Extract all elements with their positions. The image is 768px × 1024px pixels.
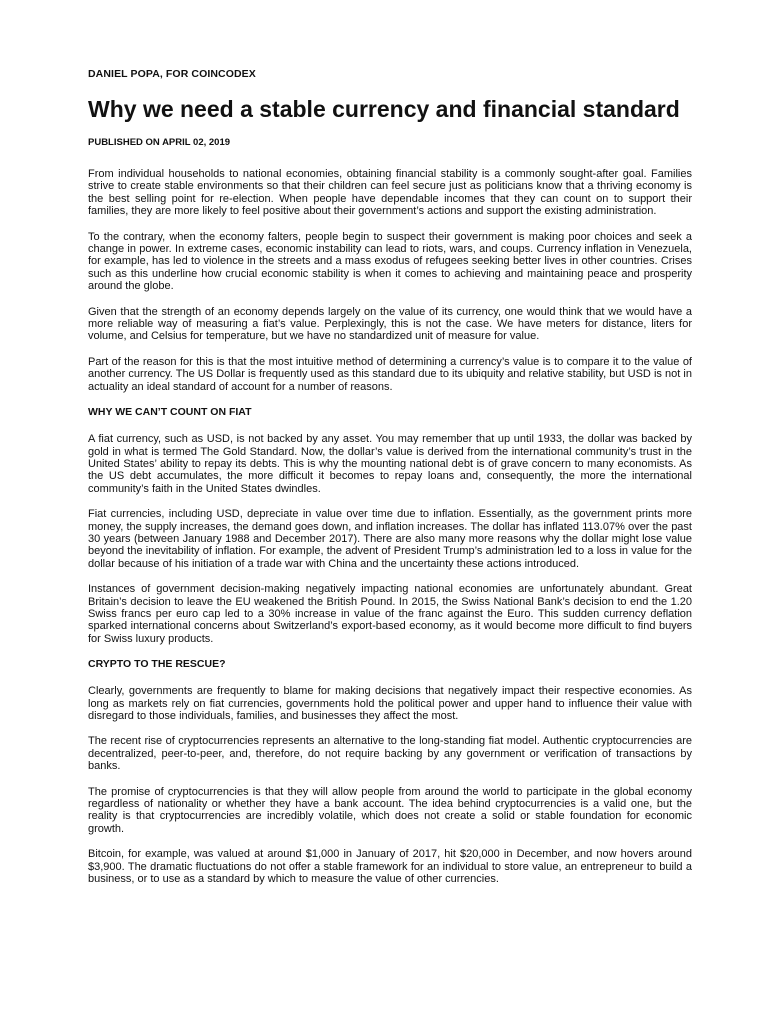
- section-heading: WHY WE CAN’T COUNT ON FIAT: [88, 406, 252, 419]
- paragraph: To the contrary, when the economy falters, people begin to suspect their government is making poor choices and seek a change in power. In extreme cases, economic instability can lead to riots, wars, and coups. Currency inflation in Venezuela, for example, has led to violence in the streets and a mass exodus of refugees seeking better lives in other countries. Crises such as this underline how crucial economic stability is when it comes to achieving and maintaining peace and prosperity around the globe.: [88, 230, 692, 293]
- paragraph: From individual households to national economies, obtaining financial stability is a commonly sought-after goal. Families strive to create stable environments so that their children can feel secure just as politicians know that a thriving economy is the best selling point for re-election. When people have dependable incomes that they can count on to support their families, they are more likely to feel positive about their government’s actions and support the existing administration.: [88, 168, 692, 218]
- paragraph: Bitcoin, for example, was valued at around $1,000 in January of 2017, hit $20,000 in December, and now hovers around $3,900. The dramatic fluctuations do not offer a stable framework for an individual to store value, an entrepreneur to build a business, or to use as a standard by which to measure the value of other currencies.: [88, 848, 692, 886]
- paragraph: Fiat currencies, including USD, depreciate in value over time due to inflation. Essentially, as the government prints more money, the supply increases, the demand goes down, and inflation increases. The dollar has inflated 113.07% over the past 30 years (between January 1988 and December 2017). There are also many more reasons why the dollar might lose value beyond the inevitability of inflation. For example, the advent of President Trump’s administration led to a loss in value for the dollar because of his initiation of a trade war with China and the uncertainty these actions introduced.: [88, 508, 692, 570]
- paragraph: A fiat currency, such as USD, is not backed by any asset. You may remember that up until 1933, the dollar was backed by gold in what is termed The Gold Standard. Now, the dollar’s value is derived from the international community’s trust in the United States’ ability to repay its debts. This is why the mounting national debt is of grave concern to many economists. As the US debt accumulates, the more difficult it becomes to repay loans and, consequently, the more the international community’s faith in the United States dwindles.: [88, 433, 692, 495]
- paragraph: Part of the reason for this is that the most intuitive method of determining a currency’s value is to compare it to the value of another currency. The US Dollar is frequently used as this standard due to its ubiquity and relative stability, but USD is not in actuality an ideal standard of account for a number of reasons.: [88, 355, 692, 393]
- article-title: Why we need a stable currency and financial standard: [88, 96, 680, 122]
- paragraph: Given that the strength of an economy depends largely on the value of its currency, one would think that we would have a more reliable way of measuring a fiat’s value. Perplexingly, this is not the case. We have meters for distance, liters for volume, and Celsius for temperature, but we have no standardized unit of measure for value.: [88, 305, 692, 343]
- publish-date: PUBLISHED ON APRIL 02, 2019: [88, 137, 231, 148]
- article: [88, 68, 692, 898]
- section-heading: CRYPTO TO THE RESCUE?: [88, 658, 226, 671]
- paragraph: Clearly, governments are frequently to blame for making decisions that negatively impact their respective economies. As long as markets rely on fiat currencies, governments hold the political power and upper hand to influence their value with disregard to those individuals, families, and businesses they affect the most.: [88, 685, 692, 722]
- byline: DANIEL POPA, FOR COINCODEX: [88, 68, 256, 80]
- paragraph: The promise of cryptocurrencies is that they will allow people from around the world to participate in the global economy regardless of nationality or whether they have a bank account. The idea behind cryptocurrencies is a valid one, but the reality is that cryptocurrencies are incredibly volatile, which does not create a solid or stable foundation for economic growth.: [88, 785, 692, 835]
- paragraph: Instances of government decision-making negatively impacting national economies are unfortunately abundant. Great Britain’s decision to leave the EU weakened the British Pound. In 2015, the Swiss National Bank’s decision to end the 1.20 Swiss francs per euro cap led to a 30% increase in value of the franc against the Euro. This sudden currency deflation sparked international concerns about Switzerland’s export-based economy, as it would become more difficult to find buyers for Swiss luxury products.: [88, 583, 692, 645]
- paragraph: The recent rise of cryptocurrencies represents an alternative to the long-standing fiat model. Authentic cryptocurrencies are decentralized, peer-to-peer, and, therefore, do not require backing by any government or verification of transactions by banks.: [88, 735, 692, 773]
